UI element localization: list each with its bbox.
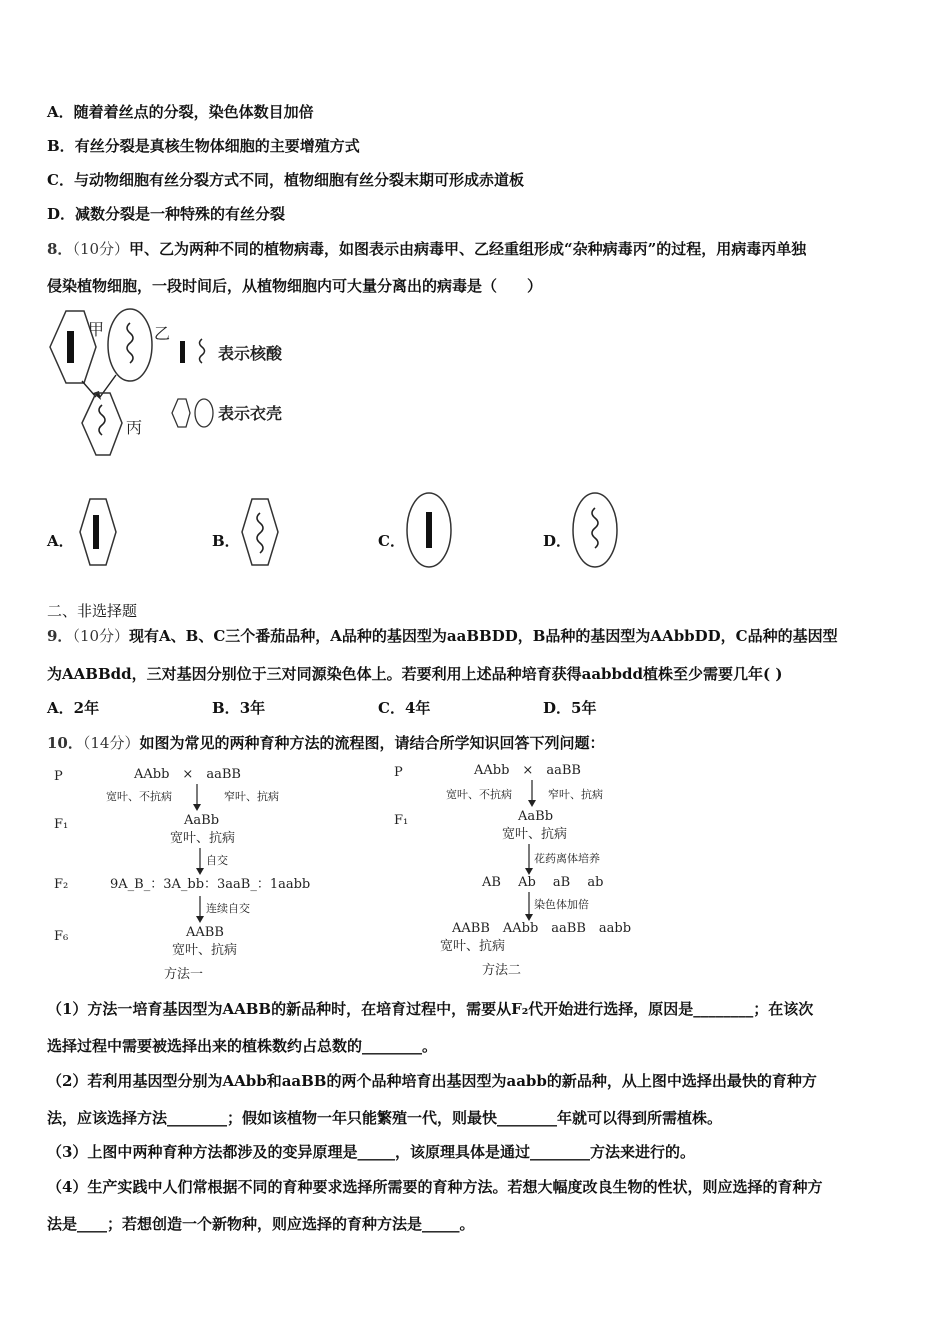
svg-text:自交: 自交 <box>206 854 228 867</box>
method-one-diagram <box>44 758 374 988</box>
q8-option-b-label[interactable]: B． <box>212 532 240 550</box>
q8-virus-figure <box>44 305 314 465</box>
svg-text:AABB AAbb aaBB aabb: AABB AAbb aaBB aabb <box>452 921 632 936</box>
svg-text:宽叶、抗病: 宽叶、抗病 <box>172 943 238 958</box>
q8-option-a-virus[interactable] <box>76 495 120 569</box>
q7-option-b: B．有丝分裂是真核生物体细胞的主要增殖方式 <box>47 137 360 155</box>
q8-option-d-label[interactable]: D． <box>543 532 572 550</box>
q10-stem: 10．（14分）如图为常见的两种育种方法的流程图，请结合所学知识回答下列问题： <box>47 734 605 752</box>
label-jia: 甲 <box>88 320 105 339</box>
svg-text:AAbb × aaBB: AAbb × aaBB <box>134 767 241 782</box>
q10-sub3: （3）上图中两种育种方法都涉及的变异原理是_____，该原理具体是通过________方法来进行的。 <box>47 1143 695 1161</box>
legend-bar-icon <box>180 341 185 363</box>
svg-text:F₁: F₁ <box>54 817 69 832</box>
q9-stem-line2: 为AABBdd，三对基因分别位于三对同源染色体上。若要利用上述品种培育获得aabbdd植株至少需要几年( ) <box>47 665 783 683</box>
q8-option-a-label[interactable]: A． <box>47 532 74 550</box>
svg-text:花药离体培养: 花药离体培养 <box>534 852 600 865</box>
svg-text:F₁: F₁ <box>394 813 409 828</box>
svg-text:宽叶、抗病: 宽叶、抗病 <box>170 831 236 846</box>
svg-text:AaBb: AaBb <box>518 809 554 824</box>
q7-option-d: D．减数分裂是一种特殊的有丝分裂 <box>47 205 286 223</box>
label-bing: 丙 <box>126 418 143 437</box>
svg-text:AABB: AABB <box>186 925 224 940</box>
svg-text:宽叶、抗病: 宽叶、抗病 <box>440 939 506 954</box>
q8-option-b-virus[interactable] <box>238 495 282 569</box>
q7-option-c: C．与动物细胞有丝分裂方式不同，植物细胞有丝分裂末期可形成赤道板 <box>47 171 524 189</box>
virus-yi-nucleic <box>127 323 133 363</box>
q9-option-c[interactable]: C．4年 <box>378 699 431 717</box>
q9-stem-line1: 9．（10分）现有A、B、C三个番茄品种，A品种的基因型为aaBBDD，B品种的基因型为AAbbDD，C品种的基因型 <box>47 627 838 645</box>
svg-text:窄叶、抗病: 窄叶、抗病 <box>224 790 279 803</box>
q10-sub1-line2: 选择过程中需要被选择出来的植株数约占总数的________。 <box>47 1037 438 1055</box>
svg-text:连续自交: 连续自交 <box>206 902 250 915</box>
q9-option-a[interactable]: A．2年 <box>47 699 100 717</box>
q9-option-d[interactable]: D．5年 <box>543 699 597 717</box>
svg-text:F₂: F₂ <box>54 877 69 892</box>
label-yi: 乙 <box>154 324 171 343</box>
q8-number: 8． <box>47 240 73 258</box>
legend-nucleic-text: 表示核酸 <box>218 344 283 363</box>
svg-text:方法一: 方法一 <box>164 967 204 982</box>
virus-jia-nucleic <box>67 331 74 363</box>
svg-text:宽叶、不抗病: 宽叶、不抗病 <box>446 788 512 801</box>
q8-stem-line2: 侵染植物细胞，一段时间后，从植物细胞内可大量分离出的病毒是（ ） <box>47 277 543 295</box>
legend-hexagon-icon <box>172 399 190 427</box>
svg-text:AB Ab aB ab: AB Ab aB ab <box>482 875 604 890</box>
svg-text:方法二: 方法二 <box>482 963 522 978</box>
svg-text:P: P <box>54 769 63 784</box>
q8-option-d-virus[interactable] <box>570 490 620 570</box>
svg-text:F₆: F₆ <box>54 929 69 944</box>
svg-text:P: P <box>394 765 403 780</box>
q8-score: （10分） <box>72 240 130 258</box>
virus-yi-capsid <box>108 309 152 381</box>
svg-text:AAbb × aaBB: AAbb × aaBB <box>474 763 581 778</box>
q7-option-a: A．随着着丝点的分裂，染色体数目加倍 <box>47 103 314 121</box>
virus-bing-nucleic <box>99 405 105 435</box>
svg-text:9A_B_：3A_bb：3aaB_：1aabb: 9A_B_：3A_bb：3aaB_：1aabb <box>110 877 311 892</box>
q8-option-c-label[interactable]: C． <box>378 532 405 550</box>
q10-sub4-line1: （4）生产实践中人们常根据不同的育种要求选择所需要的育种方法。若想大幅度改良生物的性状，则应选择的育种方 <box>47 1178 823 1196</box>
svg-text:宽叶、不抗病: 宽叶、不抗病 <box>106 790 172 803</box>
legend-ellipse-icon <box>195 399 213 427</box>
q10-sub2-line1: （2）若利用基因型分别为AAbb和aaBB的两个品种培育出基因型为aabb的新品种，从上图中选择出最快的育种方 <box>47 1072 817 1090</box>
svg-text:宽叶、抗病: 宽叶、抗病 <box>502 827 568 842</box>
q10-sub1-line1: （1）方法一培育基因型为AABB的新品种时，在培育过程中，需要从F₂代开始进行选择，原因是________；在该次 <box>47 1000 814 1018</box>
q10-sub2-line2: 法，应该选择方法________；假如该植物一年只能繁殖一代，则最快________年就可以得到所需植株。 <box>47 1109 723 1127</box>
svg-text:染色体加倍: 染色体加倍 <box>534 898 589 911</box>
q10-sub4-line2: 法是____；若想创造一个新物种，则应选择的育种方法是_____。 <box>47 1215 475 1233</box>
q9-option-b[interactable]: B．3年 <box>212 699 266 717</box>
section-heading: 二、非选择题 <box>47 602 138 620</box>
q8-option-c-virus[interactable] <box>404 490 454 570</box>
method-two-diagram <box>386 756 676 986</box>
q8-stem-line1: 8．（10分）甲、乙为两种不同的植物病毒，如图表示由病毒甲、乙经重组形成“杂种病毒丙”的过程，用病毒丙单独 <box>47 240 807 258</box>
svg-text:窄叶、抗病: 窄叶、抗病 <box>548 788 603 801</box>
legend-squiggle-icon <box>200 339 205 363</box>
arrow-jia <box>82 381 96 397</box>
svg-text:AaBb: AaBb <box>184 813 220 828</box>
legend-coat-text: 表示衣壳 <box>218 404 283 423</box>
